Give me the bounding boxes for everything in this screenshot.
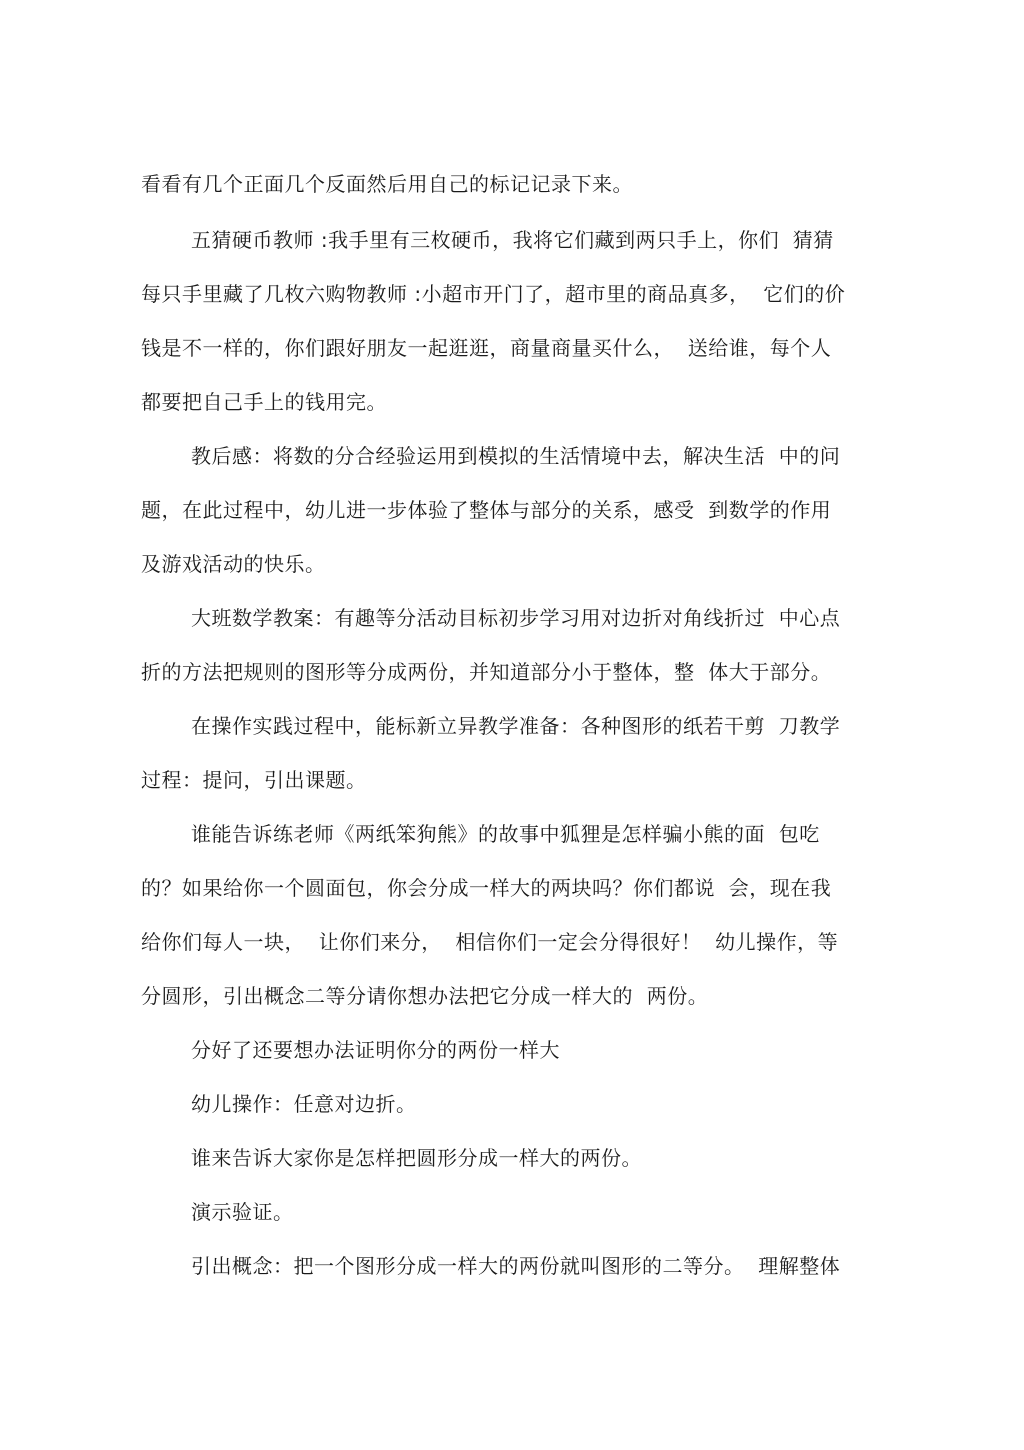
text-line: 分圆形，引出概念二等分请你想办法把它分成一样大的 两份。 xyxy=(141,984,709,1008)
text-line: 分好了还要想办法证明你分的两份一样大 xyxy=(191,1038,560,1062)
text-line: 看看有几个正面几个反面然后用自己的标记记录下来。 xyxy=(141,172,633,196)
text-line: 引出概念：把一个图形分成一样大的两份就叫图形的二等分。 理解整体 xyxy=(191,1254,841,1278)
text-line: 钱是不一样的，你们跟好朋友一起逛逛，商量商量买什么， 送给谁，每个人 xyxy=(141,336,832,360)
text-line: 及游戏活动的快乐。 xyxy=(141,552,326,576)
text-line: 折的方法把规则的图形等分成两份，并知道部分小于整体，整 体大于部分。 xyxy=(141,660,832,684)
text-line: 过程：提问，引出课题。 xyxy=(141,768,367,792)
text-line: 都要把自己手上的钱用完。 xyxy=(141,390,387,414)
text-line: 五猜硬币教师 :我手里有三枚硬币，我将它们藏到两只手上，你们 猜猜 xyxy=(191,228,834,252)
text-line: 给你们每人一块， 让你们来分， 相信你们一定会分得很好！ 幼儿操作，等 xyxy=(141,930,839,954)
text-line: 教后感：将数的分合经验运用到模拟的生活情境中去，解决生活 中的问 xyxy=(191,444,841,468)
text-line: 谁来告诉大家你是怎样把圆形分成一样大的两份。 xyxy=(191,1146,642,1170)
text-line: 每只手里藏了几枚六购物教师 :小超市开门了，超市里的商品真多， 它们的价 xyxy=(141,282,846,306)
text-line: 谁能告诉练老师《两纸笨狗熊》的故事中狐狸是怎样骗小熊的面 包吃 xyxy=(191,822,820,846)
text-line: 大班数学教案：有趣等分活动目标初步学习用对边折对角线折过 中心点 xyxy=(191,606,841,630)
text-line: 的？如果给你一个圆面包，你会分成一样大的两块吗？你们都说 会，现在我 xyxy=(141,876,832,900)
text-line: 在操作实践过程中，能标新立异教学准备：各种图形的纸若干剪 刀教学 xyxy=(191,714,841,738)
text-line: 题，在此过程中，幼儿进一步体验了整体与部分的关系，感受 到数学的作用 xyxy=(141,498,832,522)
text-line: 幼儿操作：任意对边折。 xyxy=(191,1092,417,1116)
text-line: 演示验证。 xyxy=(191,1200,294,1224)
